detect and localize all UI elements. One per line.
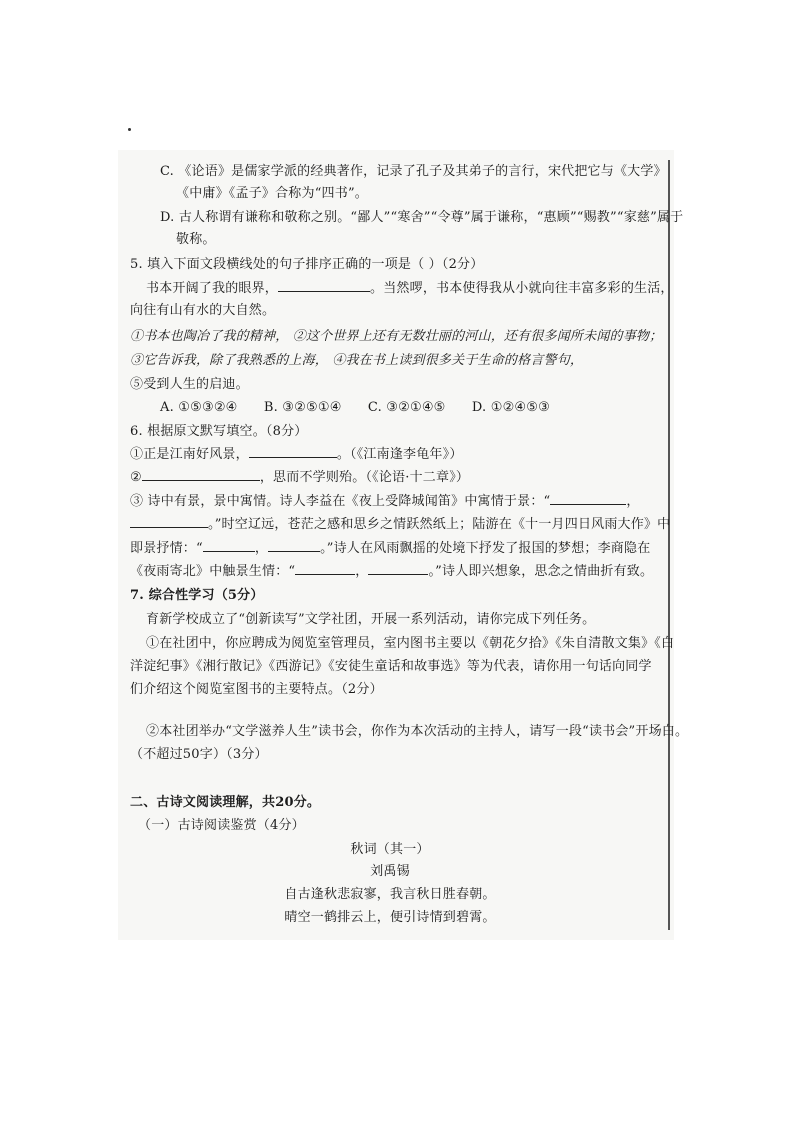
question-6-item3-line4: 《夜雨寄北》中触景生情：“ ， 。”诗人即兴想象，思念之情曲折有致。 (130, 564, 654, 579)
answer-c[interactable]: C. ③②①④⑤ (367, 400, 446, 415)
question-5-title: 5. 填入下面文段横线处的句子排序正确的一项是（ ）（2分） (130, 257, 484, 272)
question-5-passage-line2: 向往有山有水的大自然。 (130, 303, 276, 318)
question-5-passage-line1: 书本开阔了我的眼界， 。当然啰，书本使得我从小就向往丰富多彩的生活， (146, 281, 674, 296)
option-c-line2: 《中庸》《孟子》合称为“四书”。 (176, 186, 368, 201)
question-6-item2: ② ，思而不学则殆。（《论语·十二章》） (130, 470, 470, 485)
question-7-task1-line1: ①在社团中，你应聘成为阅览室管理员，室内图书主要以《朝花夕拾》《朱自清散文集》《白 (146, 636, 675, 651)
question-5-options-row1: ①书本也陶冶了我的精神， ②这个世界上还有无数壮丽的河山，还有很多闻所未闻的事物； (130, 329, 663, 344)
section-2-heading: 二、古诗文阅读理解，共20分。 (130, 795, 321, 810)
question-5-answers (160, 398, 700, 418)
answer-blank[interactable] (142, 468, 260, 481)
question-6-title: 6. 根据原文默写填空。（8分） (130, 424, 308, 439)
poem-line-1: 自古逢秋悲寂寥，我言秋日胜春朝。 (284, 887, 496, 902)
answer-blank[interactable] (368, 562, 428, 575)
question-6-item3-line2: 。”时空辽远，苍茫之感和思乡之情跃然纸上；陆游在《十一月四日风雨大作》中 (130, 515, 670, 535)
answer-blank[interactable] (249, 445, 337, 458)
option-c-line1: C. 《论语》是儒家学派的经典著作，记录了孔子及其弟子的言行，宋代把它与《大学》 (160, 164, 667, 179)
question-6-item1: ①正是江南好风景， 。（《江南逢李龟年》） (130, 447, 463, 462)
question-7-intro: 育新学校成立了“创新读写”文学社团，开展一系列活动，请你完成下列任务。 (146, 612, 596, 627)
poem-title: 秋词（其一） (350, 842, 430, 857)
answer-blank[interactable] (278, 279, 370, 292)
answer-blank[interactable] (295, 562, 355, 575)
question-6-item3-line1: ③ 诗中有景，景中寓情。诗人李益在《夜上受降城闻笛》中寓情于景：“ ， (130, 494, 640, 509)
question-7-task2-line1: ②本社团举办“文学滋养人生”读书会，你作为本次活动的主持人，请写一段“读书会”开场白。 (146, 724, 689, 739)
answer-a[interactable]: A. ①⑤③②④ (160, 400, 238, 415)
question-7-task2-line2: （不超过50字）（3分） (130, 747, 268, 762)
question-5-options-row2: ③它告诉我，除了我熟悉的上海， ④我在书上读到很多关于生命的格言警句， (130, 353, 584, 368)
question-7-task1-line3: 们介绍这个阅览室图书的主要特点。（2分） (130, 682, 383, 697)
speck (128, 128, 131, 131)
option-d-line2: 敬称。 (176, 232, 216, 247)
section-2-subheading: （一）古诗阅读鉴赏（4分） (138, 818, 305, 833)
question-7-task1-line2: 洋淀纪事》《湘行散记》《西游记》《安徒生童话和故事选》等为代表，请你用一句话向同学 (130, 659, 652, 674)
poem-author: 刘禹锡 (370, 864, 410, 879)
answer-blank[interactable] (268, 539, 320, 552)
question-6-item3-line3: 即景抒情：“ ， 。”诗人在风雨飘摇的处境下抒发了报国的梦想；李商隐在 (130, 541, 651, 556)
option-d-line1: D. 古人称谓有谦称和敬称之别。“鄙人”“寒舍”“令尊”属于谦称，“惠顾”“赐教”“家慈”属于 (160, 210, 684, 225)
answer-blank[interactable] (550, 492, 626, 505)
answer-b[interactable]: B. ③②⑤①④ (263, 400, 342, 415)
question-7-title: 7. 综合性学习（5分） (130, 588, 264, 603)
answer-blank[interactable] (203, 539, 255, 552)
answer-d[interactable]: D. ①②④⑤③ (471, 400, 550, 415)
answer-blank[interactable] (130, 515, 208, 528)
poem-line-2: 晴空一鹤排云上，便引诗情到碧霄。 (284, 910, 496, 925)
question-5-options-row3: ⑤受到人生的启迪。 (130, 377, 249, 392)
